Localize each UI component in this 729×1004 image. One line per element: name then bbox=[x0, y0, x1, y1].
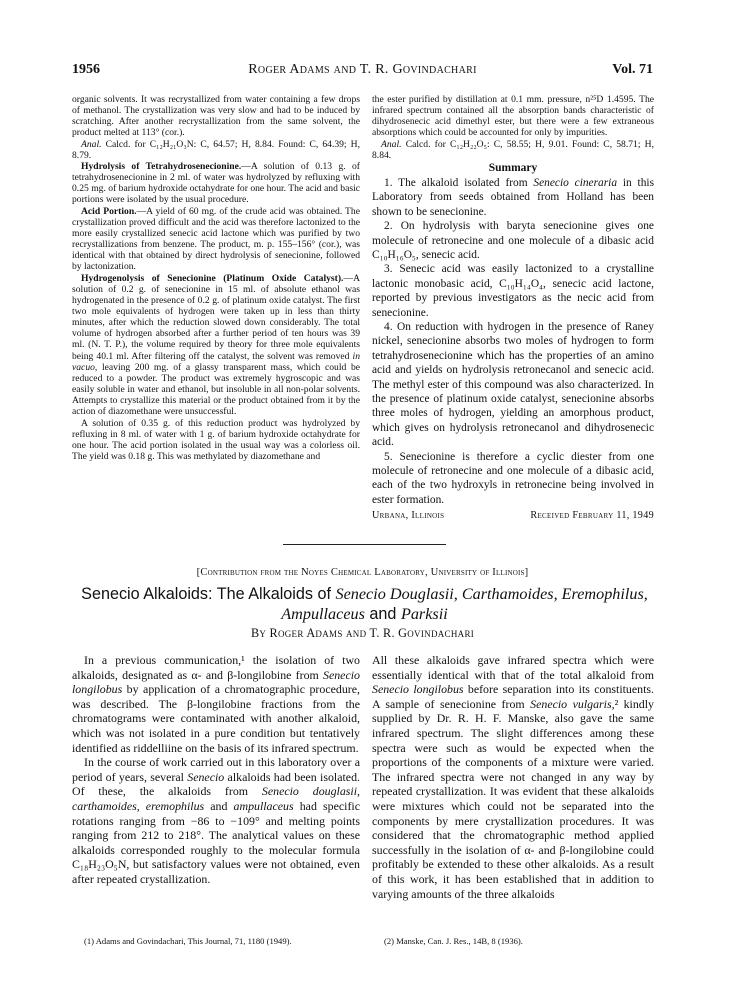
section-title: Hydrolysis of Tetrahydrosenecionine. bbox=[81, 160, 242, 172]
analysis-line: Anal. Calcd. for C₁₂H₂₂O₅: C, 58.55; H, 9.01. Found: C, 58.71; H, 8.84. bbox=[372, 138, 654, 161]
section-divider bbox=[283, 544, 446, 545]
paragraph: organic solvents. It was recrystallized from water containing a few drops of methanol. The crystallization was very slow and had to be induced by scratching. After another recrystallization from the same solvent, the product melted at 113° (cor.). bbox=[72, 94, 360, 139]
paragraph: the ester purified by distillation at 0.1 mm. pressure, n²⁵D 1.4595. The infrared spectrum contained all the absorption bands characteristic of dihydrosenecic acid dimethyl ester, but there were a few extraneous absorptions which could be accounted for only by impurities. bbox=[372, 94, 654, 139]
summary-item-5: 5. Senecionine is therefore a cyclic diester from one molecule of retronecine and one molecule of a dibasic acid, each of the two hydroxyls in retronecine being involved in ester formation. bbox=[372, 450, 654, 506]
right-column-lower bbox=[372, 653, 654, 901]
intro-paragraph-3: All these alkaloids gave infrared spectra which were essentially identical with that of the total alkaloid from Senecio longilobus before separation into its constituents. A sample of senecionine from Senecio vulgaris,² kindly supplied by Dr. R. H. F. Manske, also gave the same infrared spectrum. The slight differences among these spectra were such as would be expected when the proportions of the components of a mixture were varied. The infrared spectra were not changed in any way by repeated crystallization. It was evident that these alkaloids were mixtures which could not be separated into the components by mere crystallization procedures. It was considered that the chromatographic method applied successfully in the isolation of α- and β-longilobine could profitably be extended to these other alkaloids. As a result of this work, it has been established that in addition to varying amounts of the three alkaloids bbox=[372, 653, 654, 901]
contribution-line: [Contribution from the Noyes Chemical Laboratory, University of Illinois] bbox=[196, 567, 529, 578]
summary-item-1: 1. The alkaloid isolated from Senecio cineraria in this Laboratory from seeds obtained from Holland has been shown to be senecionine. bbox=[372, 176, 655, 218]
paragraph: A solution of 0.35 g. of this reduction product was hydrolyzed by refluxing in 8 ml. of water with 1 g. of barium hydroxide octahydrate for one hour. The acid portion isolated in the usual way was a colorless oil. The yield was 0.18 g. This was methylated by diazomethane and bbox=[72, 417, 360, 462]
right-column-upper bbox=[372, 94, 654, 524]
paragraph-hydrogenolysis: Hydrogenolysis of Senecionine (Platinum Oxide Catalyst).—A solution of 0.2 g. of senecionine in 15 ml. of absolute ethanol was hydrogenated in the presence of 0.2 g. of platinum oxide catalyst. The first two mole equivalents of hydrogen were taken up in less than thirty minutes, after which the reduction slowed down considerably. The total volume of hydrogen absorbed after a further period of ten hours was 39 ml. (N. T. P.), the volume required by theory for three mole equivalents being 40.1 ml. After filtering off the catalyst, the solvent was removed in vacuo, leaving 200 mg. of a glassy transparent mass, which could be reduced to a powder. The product was extremely hygroscopic and was easily soluble in water and ethanol, but insoluble in all non-polar solvents. Attempts to crystallize this material or the product obtained from it by the action of diazomethane were unsuccessful. bbox=[72, 272, 360, 418]
place: Urbana, Illinois bbox=[372, 510, 445, 522]
running-header bbox=[72, 62, 653, 78]
footnote-1: (1) Adams and Govindachari, This Journal, 71, 1180 (1949). bbox=[84, 936, 292, 946]
page-number: 1956 bbox=[72, 62, 100, 77]
left-column-lower bbox=[72, 653, 360, 887]
article-title: Senecio Alkaloids: The Alkaloids of Senecio Douglasii, Carthamoides, Eremophilus, Ampullaceus and Parksii bbox=[81, 585, 648, 623]
volume-number: Vol. 71 bbox=[612, 62, 653, 77]
section-title: Acid Portion. bbox=[81, 205, 137, 217]
intro-paragraph-1: In a previous communication,¹ the isolation of two alkaloids, designated as α- and β-longilobine from Senecio longilobus by application of a chromatographic procedure, was described. The β-longilobine fractions from the chromatograms were contaminated with another alkaloid, which was not isolated in a pure condition but tentatively identified as riddelliine on the basis of its infrared spectrum. bbox=[72, 653, 360, 755]
summary-item-4: 4. On reduction with hydrogen in the presence of Raney nickel, senecionine absorbs two moles of hydrogen to form tetrahydrosenecionine which has the properties of an amino acid and yields on hydrolysis retronecanol and senecic acid. The methyl ester of this compound was also characterized. In the presence of platinum oxide catalyst, senecionine absorbs three moles of hydrogen, yielding an amorphous product, which gives on hydrolysis retronecanol and dihydrosenecic acid. bbox=[372, 321, 654, 449]
received-line bbox=[372, 509, 654, 523]
footnote-2: (2) Manske, Can. J. Res., 14B, 8 (1936). bbox=[384, 936, 523, 946]
analysis-line: Anal. Calcd. for C₁₂H₂₁O₃N: C, 64.57; H, 8.84. Found: C, 64.39; H, 8.79. bbox=[72, 138, 360, 161]
summary-item-3: 3. Senecic acid was easily lactonized to a crystalline lactonic monobasic acid, C₁₀H₁₄O₄, senecic acid lactone, reported by previous investigators as the necic acid from senecionine. bbox=[372, 263, 654, 319]
section-title: Hydrogenolysis of Senecionine (Platinum Oxide Catalyst). bbox=[81, 272, 344, 284]
paragraph-hydrolysis: Hydrolysis of Tetrahydrosenecionine.—A solution of 0.13 g. of tetrahydrosenecionine in 2 ml. of water was hydrolyzed by refluxing with 0.25 mg. of barium hydroxide octahydrate for one hour. The acid and basic portions were isolated by the usual procedure. bbox=[72, 160, 360, 206]
byline: By Roger Adams and T. R. Govindachari bbox=[250, 626, 475, 640]
summary-heading: Summary bbox=[488, 161, 538, 174]
paragraph-acid-portion: Acid Portion.—A yield of 60 mg. of the crude acid was obtained. The crystallization proved difficult and the acid was therefore lactonized to the more easily crystallized senecic acid lactone which was purified by two recrystallizations from benzene. The product, m. p. 155–156° (cor.), was identical with that obtained by direct hydrolysis of senecionine, followed by lactonization. bbox=[72, 205, 360, 273]
received-date: Received February 11, 1949 bbox=[530, 510, 654, 522]
left-column-upper bbox=[72, 94, 360, 462]
intro-paragraph-2: In the course of work carried out in this laboratory over a period of years, several Senecio alkaloids had been isolated. Of these, the alkaloids from Senecio douglasii, carthamoides, eremophilus and ampullaceus had specific rotations ranging from −86 to −109° and melting points ranging from 212 to 218°. The analytical values on these alkaloids corresponded roughly to the molecular formula C₁₈H₂₃O₅N, but satisfactory values were not obtained, even after repeated crystallization. bbox=[72, 755, 360, 886]
running-title: Roger Adams and T. R. Govindachari bbox=[248, 62, 477, 77]
summary-item-2: 2. On hydrolysis with baryta senecionine gives one molecule of retronecine and one molecule of a dibasic acid C₁₀H₁₆O₅, senecic acid. bbox=[372, 220, 654, 261]
